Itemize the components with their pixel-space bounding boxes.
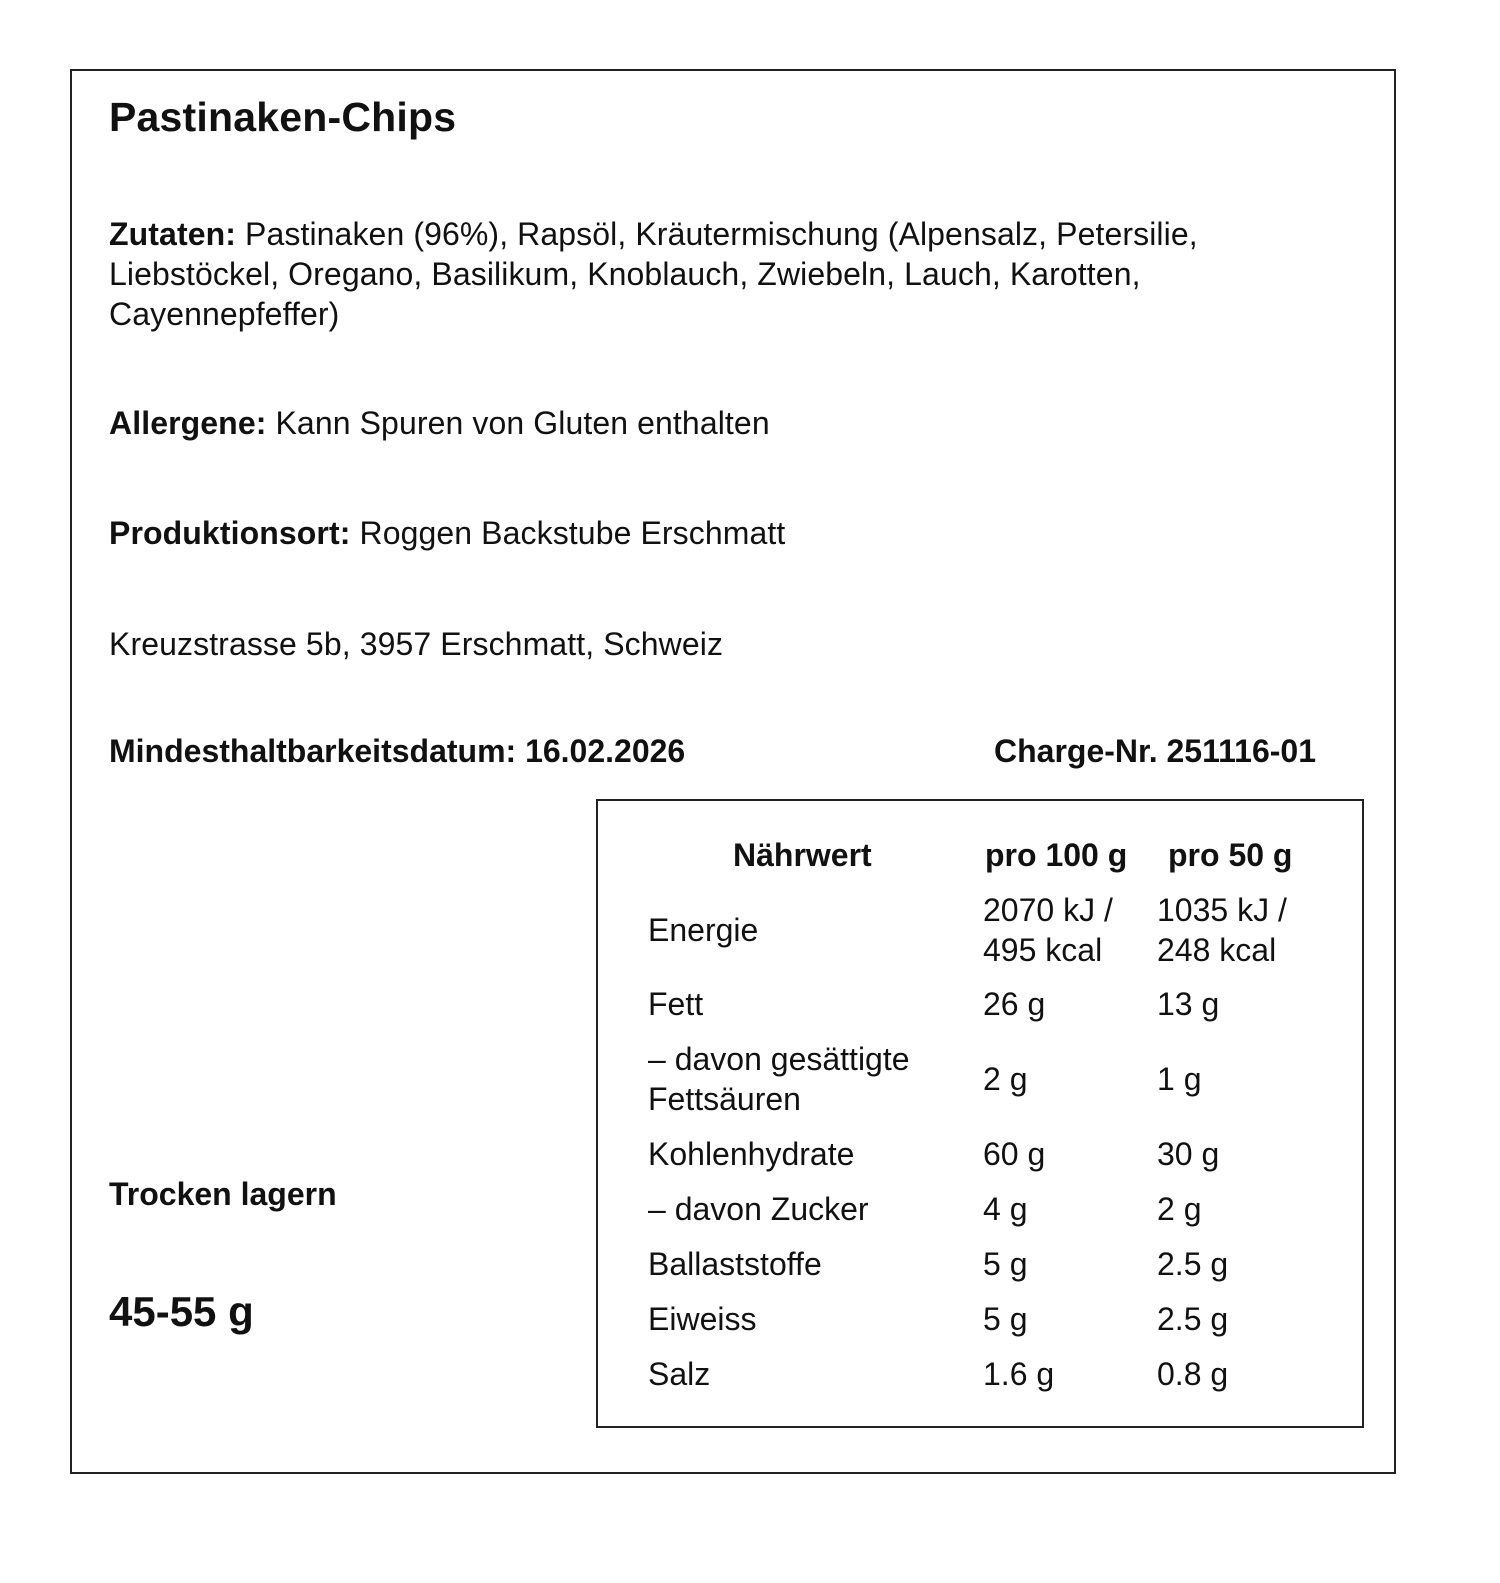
nutrition-name-cell: – davon gesättigte [648,1041,910,1077]
nutrition-per100-cell: 1.6 g [983,1356,1055,1392]
nutrition-name-cell: Fettsäuren [648,1081,801,1117]
nutrition-per50-cell: 30 g [1157,1136,1220,1172]
nutrition-per50-cell: 2 g [1157,1191,1202,1227]
storage-instruction: Trocken lagern [109,1176,337,1212]
nutrition-per100-cell: 495 kcal [983,932,1103,968]
nutrition-per50-cell: 1 g [1157,1061,1202,1097]
batch-number: Charge-Nr. 251116-01 [994,733,1316,769]
nutrition-per50-cell: 248 kcal [1157,932,1277,968]
nutrition-name-cell: Kohlenhydrate [648,1136,855,1172]
nutrition-name-cell: Ballaststoffe [648,1246,822,1282]
nutrition-per100-cell: 5 g [983,1246,1028,1282]
nutrition-per50-cell: 2.5 g [1157,1301,1229,1337]
best-before-date: Mindesthaltbarkeitsdatum: 16.02.2026 [109,733,686,769]
nutrition-name-cell: Energie [648,912,759,948]
nutrition-per100-cell: 2 g [983,1061,1028,1097]
nutrition-header-name: Nährwert [733,837,872,873]
production-section [109,513,785,553]
net-weight: 45-55 g [109,1288,254,1335]
nutrition-header-per100: pro 100 g [985,837,1128,873]
nutrition-per100-cell: 4 g [983,1191,1028,1227]
nutrition-name-cell: Fett [648,986,704,1022]
nutrition-table [596,799,1364,1428]
production-text: Roggen Backstube Erschmatt [359,515,786,551]
allergens-section [109,403,770,443]
ingredients-section [109,214,1329,334]
allergens-label: Allergene: [109,405,267,441]
nutrition-name-cell: – davon Zucker [648,1191,869,1227]
production-label: Produktionsort: [109,515,351,551]
nutrition-per100-cell: 26 g [983,986,1046,1022]
nutrition-per50-cell: 13 g [1157,986,1220,1022]
production-address: Kreuzstrasse 5b, 3957 Erschmatt, Schweiz [109,626,724,662]
ingredients-label: Zutaten: [109,216,237,252]
nutrition-per50-cell: 0.8 g [1157,1356,1229,1392]
nutrition-header-per50: pro 50 g [1168,837,1293,873]
allergens-text: Kann Spuren von Gluten enthalten [275,405,770,441]
ingredients-text: Pastinaken (96%), Rapsöl, Kräutermischung (Alpensalz, Petersilie, Liebstöckel, Oregano, Basilikum, Knoblauch, Zwiebeln, Lauch, Karotten, Cayennepfeffer) [109,216,1198,332]
nutrition-name-cell: Eiweiss [648,1301,757,1337]
nutrition-per100-cell: 2070 kJ / [983,892,1113,928]
product-title: Pastinaken-Chips [109,94,457,140]
nutrition-per50-cell: 2.5 g [1157,1246,1229,1282]
nutrition-name-cell: Salz [648,1356,711,1392]
nutrition-per100-cell: 60 g [983,1136,1046,1172]
nutrition-per100-cell: 5 g [983,1301,1028,1337]
nutrition-per50-cell: 1035 kJ / [1157,892,1287,928]
